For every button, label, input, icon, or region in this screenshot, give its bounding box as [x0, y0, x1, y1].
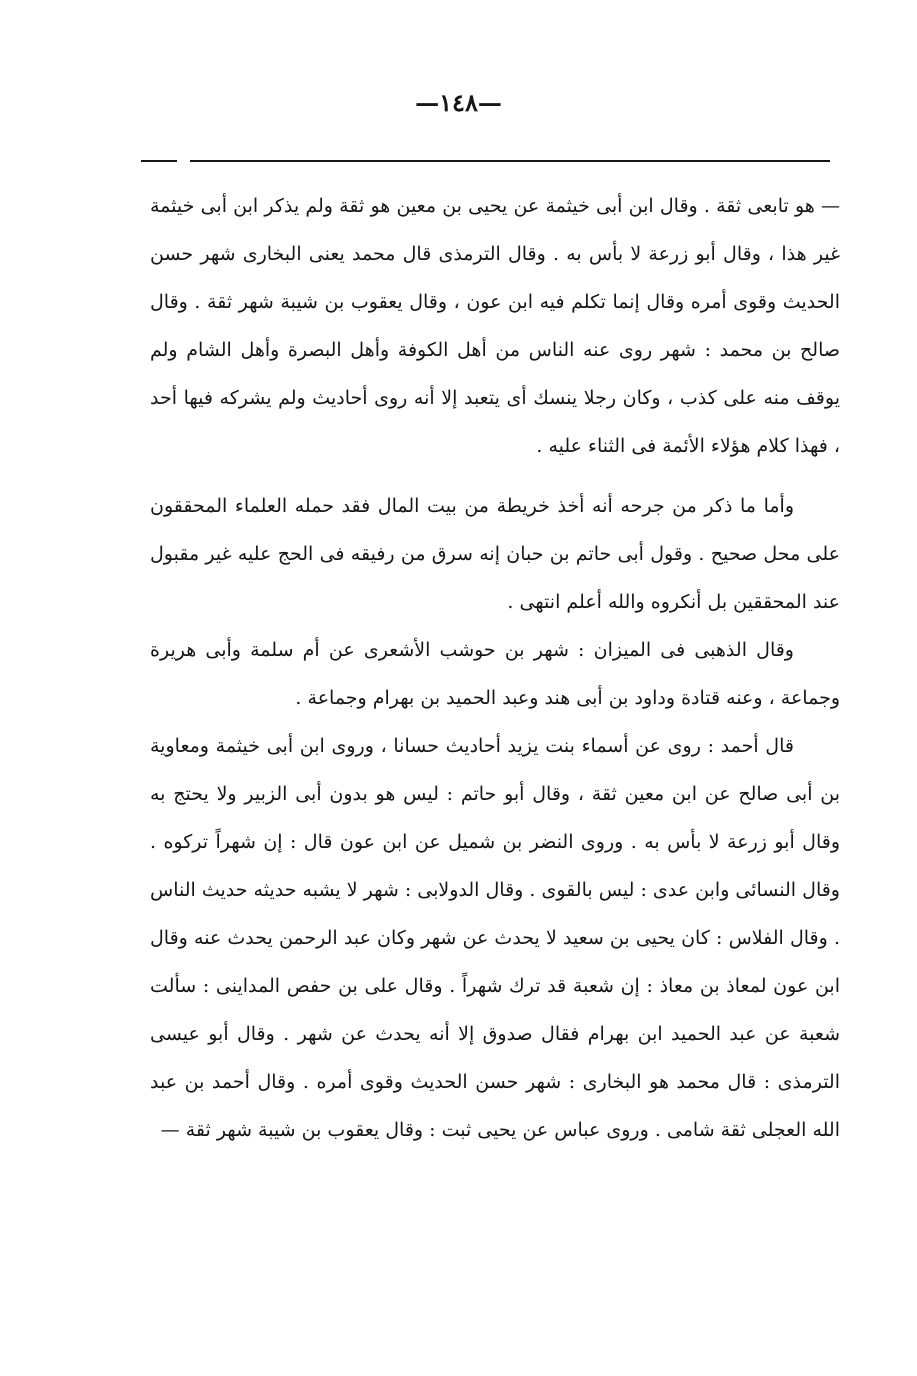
- body-text: [150, 182, 840, 1154]
- header-rule-short: [141, 160, 177, 162]
- paragraph-4: قال أحمد : روى عن أسماء بنت يزيد أحاديث حسانا ، وروى ابن أبى خيثمة ومعاوية بن أبى صالح عن ابن معين ثقة ، وقال أبو حاتم : ليس هو بدون أبى الزبير ولا يحتج به وقال أبو زرعة لا بأس به . وروى النضر بن شميل عن ابن عون قال : إن شهراً تركوه . وقال النسائى وابن عدى : ليس بالقوى . وقال الدولابى : شهر لا يشبه حديثه حديث الناس . وقال الفلاس : كان يحيى بن سعيد لا يحدث عن شهر وكان عبد الرحمن يحدث عنه وقال ابن عون لمعاذ بن معاذ : إن شعبة قد ترك شهراً . وقال على بن حفص المداينى : سألت شعبة عن عبد الحميد ابن بهرام فقال صدوق إلا أنه يحدث عن شهر . وقال أبو عيسى الترمذى : قال محمد هو البخارى : شهر حسن الحديث وقوى أمره . وقال أحمد بن عبد الله العجلى ثقة شامى . وروى عباس عن يحيى ثبت : وقال يعقوب بن شيبة شهر ثقة —: [150, 735, 840, 1141]
- paragraph-1: — هو تابعى ثقة . وقال ابن أبى خيثمة عن يحيى بن معين هو ثقة ولم يذكر ابن أبى خيثمة غير هذا ، وقال أبو زرعة لا بأس به . وقال الترمذى قال محمد يعنى البخارى شهر حسن الحديث وقوى أمره وقال إنما تكلم فيه ابن عون ، وقال يعقوب بن شيبة شهر ثقة . وقال صالح بن محمد : شهر روى عنه الناس من أهل الكوفة وأهل البصرة وأهل الشام ولم يوقف منه على كذب ، وكان رجلا ينسك أى يتعبد إلا أنه روى أحاديث ولم يشركه فيها أحد ، فهذا كلام هؤلاء الأئمة فى الثناء عليه .: [150, 195, 840, 457]
- paragraph-3: وقال الذهبى فى الميزان : شهر بن حوشب الأشعرى عن أم سلمة وأبى هريرة وجماعة ، وعنه قتادة وداود بن أبى هند وعبد الحميد بن بهرام وجماعة .: [150, 639, 840, 709]
- page-number: —١٤٨—: [415, 88, 502, 117]
- paragraph-2: وأما ما ذكر من جرحه أنه أخذ خريطة من بيت المال فقد حمله العلماء المحققون على محل صحيح . وقول أبى حاتم بن حبان إنه سرق من رفيقه فى الحج عليه غير مقبول عند المحققين بل أنكروه والله أعلم انتهى .: [150, 495, 840, 613]
- header-rule-long: [190, 160, 830, 162]
